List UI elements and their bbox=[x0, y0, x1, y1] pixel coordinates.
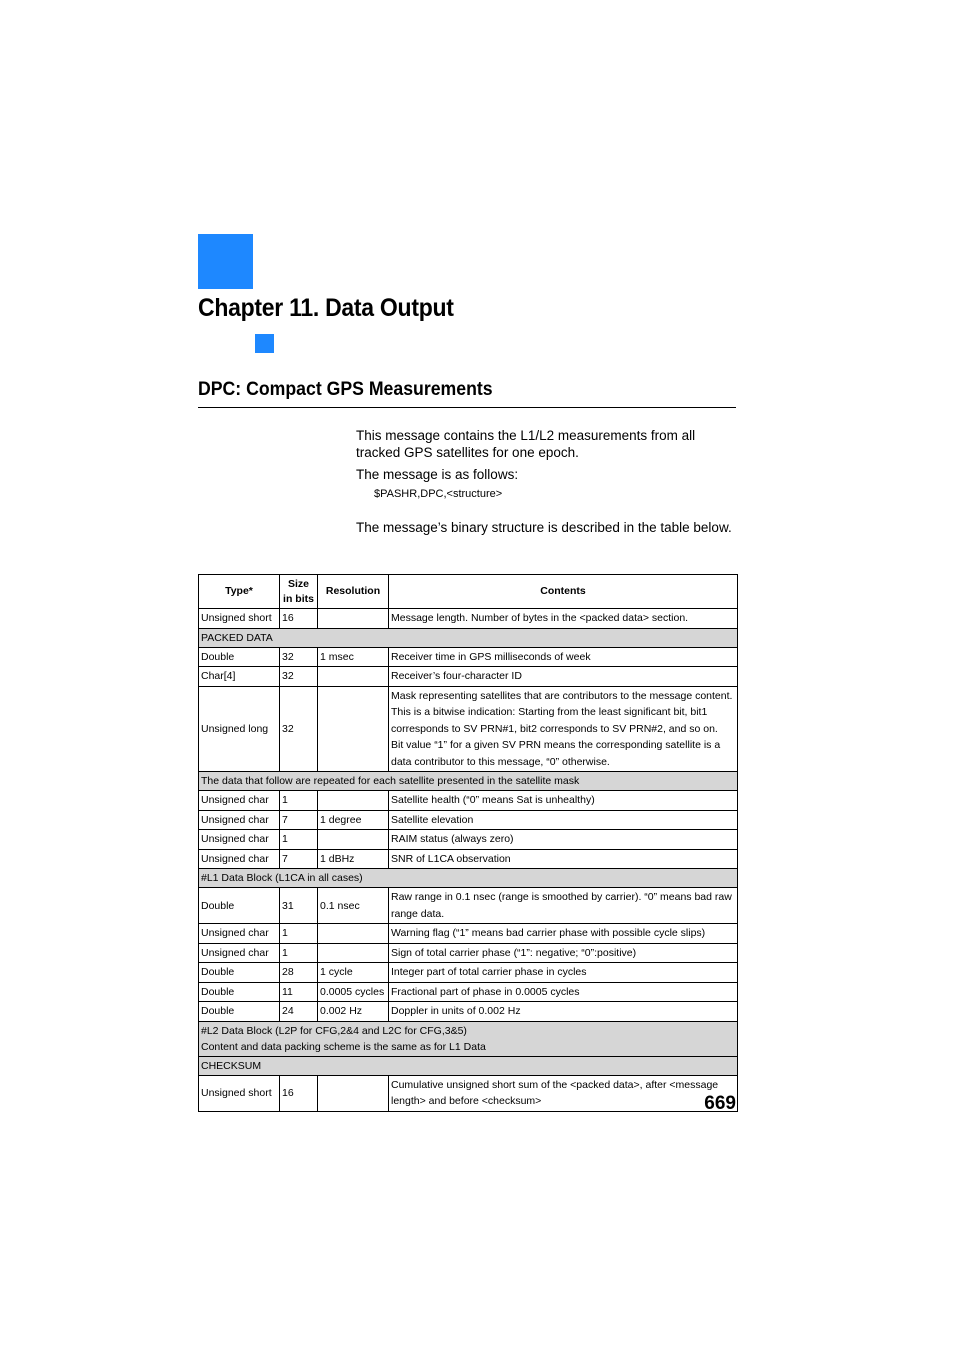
cell-size: 28 bbox=[280, 963, 318, 983]
cell-contents: Sign of total carrier phase (“1”: negative; “0”:positive) bbox=[389, 943, 738, 963]
section-band-label: CHECKSUM bbox=[199, 1056, 738, 1075]
cell-resolution: 1 dBHz bbox=[318, 849, 389, 869]
header-size: Size in bits bbox=[280, 575, 318, 609]
table-section-row bbox=[199, 772, 738, 791]
cell-resolution: 1 cycle bbox=[318, 963, 389, 983]
table-row bbox=[199, 943, 738, 963]
cell-size: 32 bbox=[280, 667, 318, 687]
cell-contents: Warning flag (“1” means bad carrier phase with possible cycle slips) bbox=[389, 924, 738, 944]
chapter-marker-large bbox=[198, 234, 253, 289]
command-syntax: $PASHR,DPC,<structure> bbox=[374, 488, 503, 500]
message-structure-table bbox=[198, 574, 738, 1112]
cell-resolution bbox=[318, 1075, 389, 1111]
cell-resolution bbox=[318, 830, 389, 850]
cell-resolution: 1 msec bbox=[318, 647, 389, 667]
cell-type: Double bbox=[199, 963, 280, 983]
section-band-line: #L2 Data Block (L2P for CFG,2&4 and L2C for CFG,3&5) bbox=[201, 1024, 467, 1037]
cell-resolution bbox=[318, 943, 389, 963]
chapter-title: Chapter 11. Data Output bbox=[198, 294, 454, 322]
table-row bbox=[199, 1002, 738, 1022]
cell-resolution bbox=[318, 609, 389, 629]
section-title: DPC: Compact GPS Measurements bbox=[198, 379, 493, 400]
cell-type: Unsigned char bbox=[199, 924, 280, 944]
cell-size: 11 bbox=[280, 982, 318, 1002]
page-number: 669 bbox=[704, 1093, 736, 1114]
cell-size: 16 bbox=[280, 609, 318, 629]
cell-type: Unsigned short bbox=[199, 609, 280, 629]
cell-type: Unsigned char bbox=[199, 810, 280, 830]
section-band-label: PACKED DATA bbox=[199, 628, 738, 647]
chapter-marker-small bbox=[255, 334, 274, 353]
cell-size: 7 bbox=[280, 810, 318, 830]
cell-resolution bbox=[318, 791, 389, 811]
cell-size: 1 bbox=[280, 924, 318, 944]
section-band-label: #L1 Data Block (L1CA in all cases) bbox=[199, 869, 738, 888]
cell-contents: Satellite elevation bbox=[389, 810, 738, 830]
cell-contents: RAIM status (always zero) bbox=[389, 830, 738, 850]
cell-type: Unsigned char bbox=[199, 943, 280, 963]
cell-type: Double bbox=[199, 982, 280, 1002]
intro-paragraph: This message contains the L1/L2 measurements from all tracked GPS satellites for one epoch. bbox=[356, 428, 696, 460]
intro-format-label: The message is as follows: bbox=[356, 467, 519, 482]
cell-contents: Message length. Number of bytes in the <packed data> section. bbox=[389, 609, 738, 629]
cell-contents: SNR of L1CA observation bbox=[389, 849, 738, 869]
table-row bbox=[199, 667, 738, 687]
cell-type: Unsigned char bbox=[199, 849, 280, 869]
table-row bbox=[199, 609, 738, 629]
cell-contents-line: Bit value “1” for a given SV PRN means the corresponding satellite is a data contributor to this message, “0” otherwise. bbox=[391, 739, 721, 768]
cell-size: 24 bbox=[280, 1002, 318, 1022]
cell-contents: Integer part of total carrier phase in cycles bbox=[389, 963, 738, 983]
header-contents: Contents bbox=[389, 575, 738, 609]
cell-size: 1 bbox=[280, 830, 318, 850]
cell-type: Double bbox=[199, 647, 280, 667]
table-section-row bbox=[199, 1056, 738, 1075]
table-row bbox=[199, 924, 738, 944]
table-section-row bbox=[199, 628, 738, 647]
cell-size: 31 bbox=[280, 888, 318, 924]
cell-size: 16 bbox=[280, 1075, 318, 1111]
cell-type: Unsigned long bbox=[199, 686, 280, 772]
table-row bbox=[199, 686, 738, 772]
cell-size: 32 bbox=[280, 647, 318, 667]
cell-contents: Cumulative unsigned short sum of the <packed data>, after <message length> and before <checksum> bbox=[389, 1075, 738, 1111]
section-band-line: Content and data packing scheme is the same as for L1 Data bbox=[201, 1040, 486, 1053]
structure-paragraph: The message’s binary structure is described in the table below. bbox=[356, 520, 732, 535]
cell-type: Unsigned char bbox=[199, 791, 280, 811]
header-type: Type* bbox=[199, 575, 280, 609]
table-row bbox=[199, 982, 738, 1002]
cell-contents: Receiver time in GPS milliseconds of week bbox=[389, 647, 738, 667]
cell-resolution: 0.1 nsec bbox=[318, 888, 389, 924]
cell-size: 7 bbox=[280, 849, 318, 869]
table-row bbox=[199, 810, 738, 830]
table-row bbox=[199, 830, 738, 850]
cell-type: Unsigned char bbox=[199, 830, 280, 850]
table-row bbox=[199, 849, 738, 869]
table-row bbox=[199, 791, 738, 811]
table-section-row bbox=[199, 1021, 738, 1056]
header-resolution: Resolution bbox=[318, 575, 389, 609]
section-band-label bbox=[199, 1021, 738, 1056]
cell-size: 1 bbox=[280, 791, 318, 811]
cell-size: 1 bbox=[280, 943, 318, 963]
cell-resolution bbox=[318, 667, 389, 687]
cell-resolution: 0.0005 cycles bbox=[318, 982, 389, 1002]
cell-contents: Raw range in 0.1 nsec (range is smoothed by carrier). “0” means bad raw range data. bbox=[389, 888, 738, 924]
table-section-row bbox=[199, 869, 738, 888]
cell-type: Double bbox=[199, 1002, 280, 1022]
section-band-label: The data that follow are repeated for each satellite presented in the satellite mask bbox=[199, 772, 738, 791]
cell-contents: Doppler in units of 0.002 Hz bbox=[389, 1002, 738, 1022]
cell-contents: Receiver’s four-character ID bbox=[389, 667, 738, 687]
cell-contents: Fractional part of phase in 0.0005 cycles bbox=[389, 982, 738, 1002]
cell-contents: Satellite health (“0” means Sat is unhealthy) bbox=[389, 791, 738, 811]
cell-type: Unsigned short bbox=[199, 1075, 280, 1111]
table-row bbox=[199, 647, 738, 667]
table-row bbox=[199, 1075, 738, 1111]
cell-type: Double bbox=[199, 888, 280, 924]
cell-size: 32 bbox=[280, 686, 318, 772]
cell-resolution: 0.002 Hz bbox=[318, 1002, 389, 1022]
table-row bbox=[199, 963, 738, 983]
cell-contents-line: Mask representing satellites that are contributors to the message content. This is a bitwise indication: Starting from the least significant bit, bit1 corresponds to SV PRN#1, bit2 corresponds to SV PRN#2, and so on. bbox=[391, 689, 733, 735]
table-row bbox=[199, 888, 738, 924]
cell-resolution: 1 degree bbox=[318, 810, 389, 830]
cell-resolution bbox=[318, 924, 389, 944]
cell-type: Char[4] bbox=[199, 667, 280, 687]
cell-resolution bbox=[318, 686, 389, 772]
cell-contents bbox=[389, 686, 738, 772]
section-rule bbox=[198, 407, 736, 408]
table-header-row bbox=[199, 575, 738, 609]
